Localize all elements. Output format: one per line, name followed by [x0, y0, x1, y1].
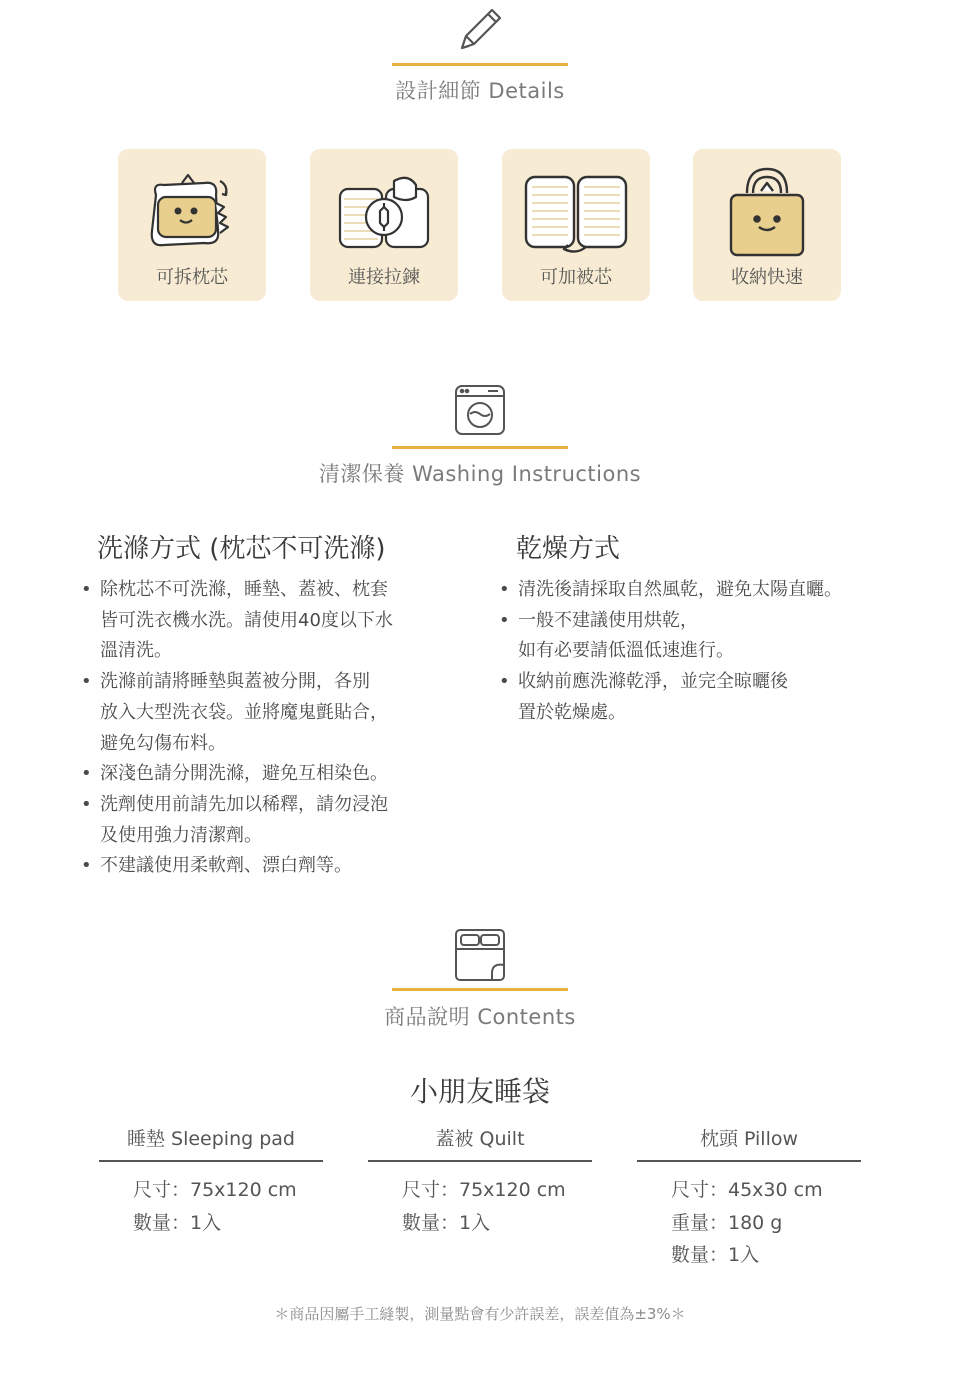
pencil-icon [430, 2, 530, 54]
card-label: 連接拉鍊 [348, 267, 420, 288]
bullet-line: • 洗滌前請將睡墊與蓋被分開，各別 [100, 671, 370, 693]
card-label: 可加被芯 [540, 267, 612, 288]
spec-line: 數量：1入 [133, 1211, 222, 1234]
details-title: 設計細節 Details [395, 79, 565, 103]
spec-lines [637, 1174, 861, 1272]
zipper-connect-icon [310, 167, 458, 259]
add-quilt-icon [502, 167, 650, 259]
bullet-line: 及使用強力清潔劑。 [100, 824, 262, 846]
feature-card-zipper [310, 149, 458, 301]
dry-method-title: 乾燥方式 [516, 534, 621, 564]
bullet-line: 放入大型洗衣袋。並將魔鬼氈貼合， [100, 701, 388, 723]
bullet-item [84, 759, 484, 790]
removable-pillow-icon [118, 167, 266, 259]
product-title: 小朋友睡袋 [409, 1075, 550, 1108]
bullet-line: • 一般不建議使用烘乾， [518, 609, 698, 631]
bullet-line: • 不建議使用柔軟劑、漂白劑等。 [100, 855, 352, 877]
spec-line: 數量：1入 [671, 1244, 760, 1266]
wash-method-list [84, 575, 484, 882]
spec-line: 尺寸：75x120 cm [133, 1179, 297, 1201]
spec-line: 重量：180 g [671, 1211, 783, 1234]
feature-card-removable-pillow [118, 149, 266, 301]
feature-card-storage [693, 149, 841, 301]
bullet-item [502, 575, 922, 606]
dry-method-list [502, 575, 922, 729]
details-divider [392, 63, 568, 66]
bullet-line: • 洗劑使用前請先加以稀釋，請勿浸泡 [100, 793, 388, 815]
bed-icon [430, 927, 530, 983]
bullet-line: 避免勾傷布料。 [100, 732, 226, 754]
spec-line: 數量：1入 [402, 1211, 491, 1234]
card-label: 可拆枕芯 [156, 267, 228, 288]
bullet-line: • 收納前應洗滌乾淨，並完全晾曬後 [518, 671, 788, 693]
bullet-item [502, 667, 922, 728]
wash-method-title: 洗滌方式 (枕芯不可洗滌) [97, 534, 386, 564]
tolerance-note: ＊商品因屬手工縫製，測量點會有少許誤差，誤差值為±3%＊ [274, 1305, 686, 1323]
bullet-item [84, 575, 484, 667]
washing-divider [392, 446, 568, 449]
spec-lines [99, 1174, 323, 1239]
bullet-item [502, 606, 922, 667]
spec-head: 蓋被 Quilt [368, 1124, 592, 1162]
spec-head: 枕頭 Pillow [637, 1124, 861, 1162]
storage-bag-icon [693, 167, 841, 259]
spec-head: 睡墊 Sleeping pad [99, 1124, 323, 1162]
washing-title: 清潔保養 Washing Instructions [318, 462, 642, 486]
spec-lines [368, 1174, 592, 1239]
bullet-item [84, 790, 484, 851]
bullet-line: • 清洗後請採取自然風乾，避免太陽直曬。 [518, 579, 842, 600]
spec-column-sleeping-pad [99, 1124, 323, 1239]
contents-divider [392, 988, 568, 991]
bullet-line: 置於乾燥處。 [518, 701, 626, 723]
spec-column-quilt [368, 1124, 592, 1239]
spec-line: 尺寸：45x30 cm [671, 1179, 823, 1201]
card-label: 收納快速 [731, 267, 803, 288]
contents-title: 商品說明 Contents [384, 1005, 576, 1029]
feature-card-add-quilt [502, 149, 650, 301]
spec-column-pillow [637, 1124, 861, 1272]
bullet-line: 溫清洗。 [100, 640, 172, 662]
bullet-line: 皆可洗衣機水洗。請使用40度以下水 [100, 609, 393, 631]
bullet-item [84, 851, 484, 882]
bullet-item [84, 667, 484, 759]
bullet-line: • 深淺色請分開洗滌，避免互相染色。 [100, 763, 388, 785]
bullet-line: 如有必要請低溫低速進行。 [518, 640, 734, 662]
spec-line: 尺寸：75x120 cm [402, 1179, 566, 1201]
washing-machine-icon [430, 384, 530, 436]
bullet-line: • 除枕芯不可洗滌，睡墊、蓋被、枕套 [100, 579, 388, 600]
